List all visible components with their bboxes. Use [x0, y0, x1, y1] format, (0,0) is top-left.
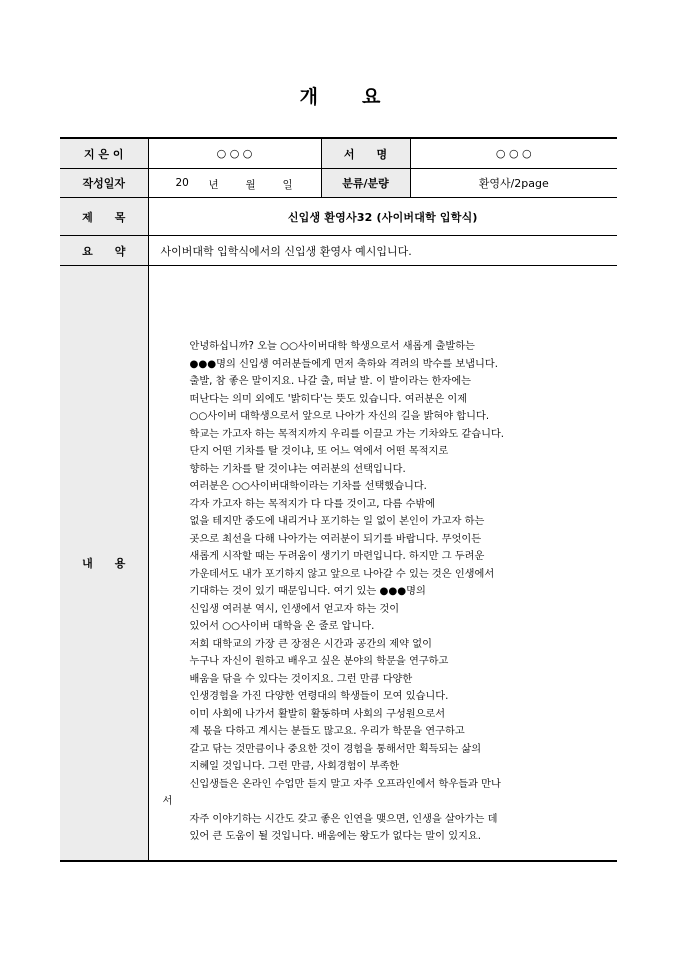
content-row	[60, 266, 617, 862]
author-label: 지 은 이	[60, 138, 148, 169]
summary-label: 요 약	[60, 236, 148, 266]
content-line: 없을 테지만 중도에 내리거나 포기하는 일 없이 본인이 가고자 하는	[189, 516, 485, 528]
content-line: 기대하는 것이 있기 때문입니다. 여기 있는 ●●●명의	[189, 586, 426, 598]
content-line: 있어 큰 도움이 될 것입니다. 배움에는 왕도가 없다는 말이 있지요.	[189, 831, 481, 843]
content-line: ○○사이버 대학생으로서 앞으로 나아가 자신의 길을 밝혀야 합니다.	[189, 411, 490, 423]
content-line: 여러분은 ○○사이버대학이라는 기차를 선택했습니다.	[189, 481, 427, 493]
date-row	[60, 169, 617, 198]
content-line: 저희 대학교의 가장 큰 장점은 시간과 공간의 제약 없이	[189, 638, 432, 650]
content-line: 단지 어떤 기차를 탈 것이냐, 또 어느 역에서 어떤 목적지로	[189, 446, 449, 458]
content-line: 자주 이야기하는 시간도 갖고 좋은 인연을 맺으면, 인생을 살아가는 데	[189, 813, 498, 825]
content-label: 내 용	[60, 266, 148, 862]
date-label: 작성일자	[60, 169, 148, 198]
signature-value: ○ ○ ○	[410, 138, 617, 169]
date-year: 년	[208, 179, 219, 191]
content-line: 갈고 닦는 것만큼이나 중요한 것이 경험을 통해서만 획득되는 삶의	[189, 743, 482, 755]
category-value: 환영사/2page	[410, 169, 617, 198]
content-line: 출발, 참 좋은 말이지요. 나갈 출, 떠날 발. 이 발이라는 한자에는	[189, 376, 472, 388]
content-line: 각자 가고자 하는 목적지가 다 다를 것이고, 다름 수밖에	[189, 498, 436, 510]
content-line: 배움을 닦을 수 있다는 것이지요. 그런 만큼 다양한	[189, 673, 413, 685]
document-title-char-2: 요	[362, 86, 381, 108]
content-line: 신입생들은 온라인 수업만 듣지 말고 자주 오프라인에서 학우들과 만나	[189, 778, 501, 790]
content-line: 제 몫을 다하고 계시는 분들도 많고요. 우리가 학문을 연구하고	[189, 726, 465, 738]
date-value	[148, 169, 321, 198]
subject-row	[60, 198, 617, 236]
content-line: 향하는 기차를 탈 것이냐는 여러분의 선택입니다.	[189, 463, 406, 475]
subject-value: 신입생 환영사32 (사이버대학 입학식)	[148, 198, 617, 236]
content-line: 인생경험을 가진 다양한 연령대의 학생들이 모여 있습니다.	[189, 691, 449, 703]
content-line: ●●●명의 신입생 여러분들에게 먼저 축하와 격려의 박수를 보냅니다.	[189, 358, 498, 370]
summary-row	[60, 236, 617, 266]
signature-label: 서 명	[321, 138, 410, 169]
date-day: 일	[282, 179, 293, 191]
content-line: 서	[162, 796, 173, 808]
author-row	[60, 138, 617, 169]
category-label: 분류/분량	[321, 169, 410, 198]
date-month: 월	[245, 179, 256, 191]
document-title	[0, 82, 680, 109]
content-body	[149, 280, 618, 846]
content-line: 곳으로 최선을 다해 나아가는 여러분이 되기를 바랍니다. 무엇이든	[189, 533, 482, 545]
content-line: 가운데서도 내가 포기하지 않고 앞으로 나아갈 수 있는 것은 인생에서	[189, 568, 495, 580]
author-value: ○ ○ ○	[148, 138, 321, 169]
content-line: 안녕하십니까? 오늘 ○○사이버대학 학생으로서 새롭게 출발하는	[189, 341, 475, 353]
date-year-prefix: 20	[175, 177, 189, 189]
content-line: 새롭게 시작할 때는 두려움이 생기기 마련입니다. 하지만 그 두려운	[189, 551, 485, 563]
info-table	[60, 137, 617, 862]
content-cell	[148, 266, 617, 862]
content-line: 지혜일 것입니다. 그런 만큼, 사회경험이 부족한	[189, 761, 400, 773]
content-line: 있어서 ○○사이버 대학을 온 줄로 압니다.	[189, 621, 375, 633]
content-line: 누구나 자신이 원하고 배우고 싶은 분야의 학문을 연구하고	[189, 656, 449, 668]
document-title-char-1: 개	[299, 86, 318, 108]
content-line: 이미 사회에 나가서 활발히 활동하며 사회의 구성원으로서	[189, 708, 446, 720]
content-line: 신입생 여러분 역시, 인생에서 얻고자 하는 것이	[189, 603, 400, 615]
content-line: 떠난다는 의미 외에도 '밝히다'는 뜻도 있습니다. 여러분은 이제	[189, 393, 468, 405]
summary-value: 사이버대학 입학식에서의 신입생 환영사 예시입니다.	[148, 236, 617, 266]
content-line: 학교는 가고자 하는 목적지까지 우리를 이끌고 가는 기차와도 같습니다.	[189, 428, 505, 440]
subject-label: 제 목	[60, 198, 148, 236]
